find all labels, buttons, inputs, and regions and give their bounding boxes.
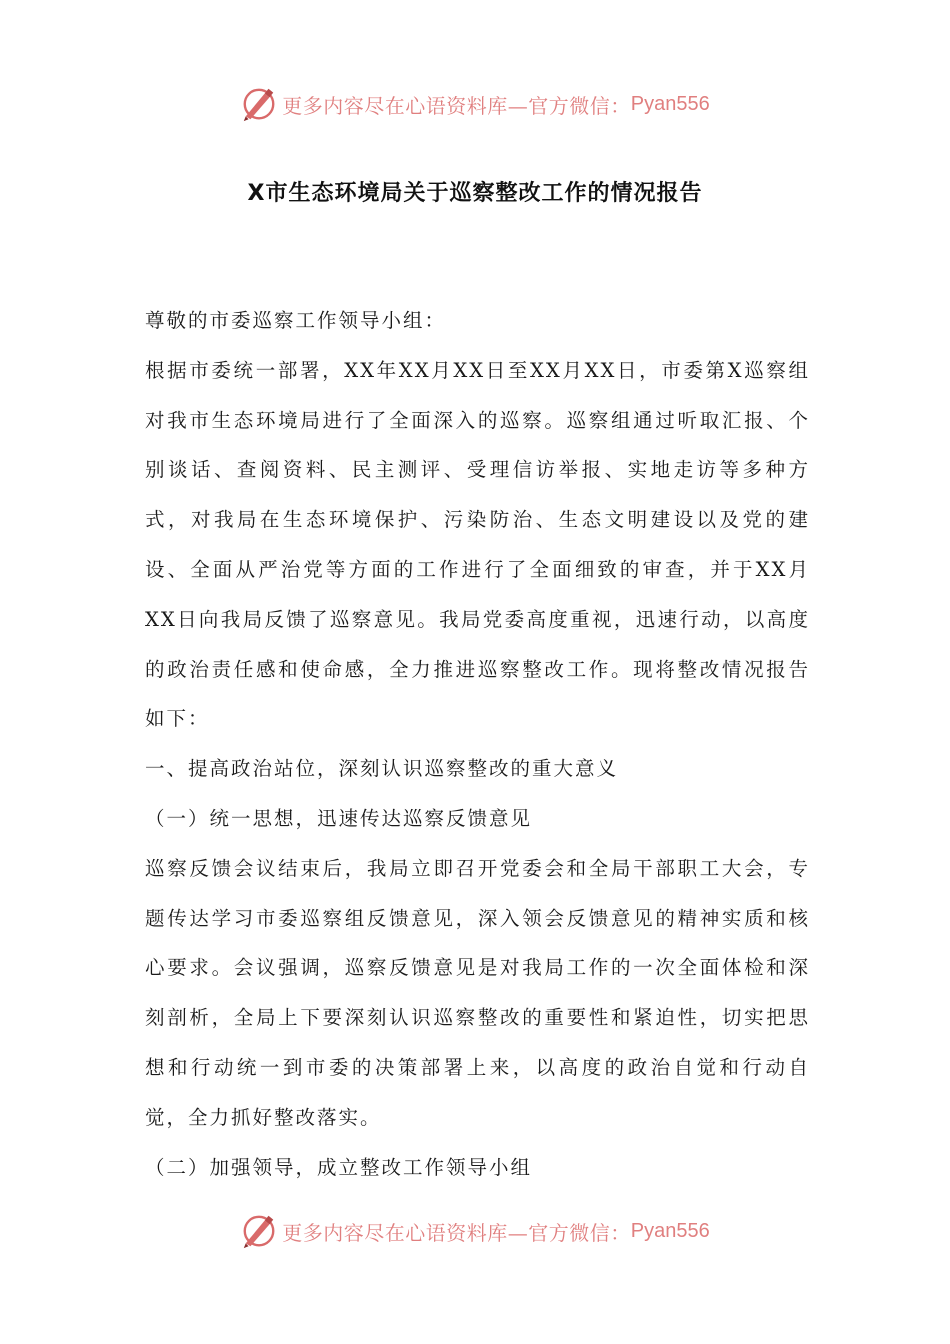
- intro-paragraph: 根据市委统一部署，XX年XX月XX日至XX月XX日，市委第X巡察组对我市生态环境局进行了全面深入的巡察。巡察组通过听取汇报、个别谈话、查阅资料、民主测评、受理信访举报、实地走访等多种方式，对我局在生态环境保护、污染防治、生态文明建设以及党的建设、全面从严治党等方面的工作进行了全面细致的审查，并于XX月XX日向我局反馈了巡察意见。我局党委高度重视，迅速行动，以高度的政治责任感和使命感，全力推进巡察整改工作。现将整改情况报告如下：: [145, 358, 810, 731]
- document-title: X市生态环境局关于巡察整改工作的情况报告: [247, 181, 703, 206]
- subsection-2-heading: （二）加强领导，成立整改工作领导小组: [145, 1155, 533, 1179]
- section-1-heading: 一、提高政治站位，深刻认识巡察整改的重大意义: [145, 757, 619, 781]
- pen-logo-icon: [240, 1212, 278, 1250]
- watermark-wechat-id: Pyan556: [630, 92, 710, 115]
- subsection-1-heading: （一）统一思想，迅速传达巡察反馈意见: [145, 806, 533, 830]
- watermark-banner-top: [0, 82, 950, 126]
- watermark-text: 更多内容尽在心语资料库—官方微信：: [282, 1220, 631, 1245]
- watermark-wechat-id: Pyan556: [630, 1219, 710, 1242]
- document-body: [145, 296, 810, 1192]
- subsection-1-paragraph: 巡察反馈会议结束后，我局立即召开党委会和全局干部职工大会，专题传达学习市委巡察组反馈意见，深入领会反馈意见的精神实质和核心要求。会议强调，巡察反馈意见是对我局工作的一次全面体检和深刻剖析，全局上下要深刻认识巡察整改的重要性和紧迫性，切实把思想和行动统一到市委的决策部署上来，以高度的政治自觉和行动自觉，全力抓好整改落实。: [145, 856, 810, 1129]
- watermark-banner-bottom: [0, 1209, 950, 1253]
- pen-logo-icon: [240, 85, 278, 123]
- watermark-text: 更多内容尽在心语资料库—官方微信：: [282, 93, 631, 118]
- salutation: 尊敬的市委巡察工作领导小组：: [145, 309, 447, 332]
